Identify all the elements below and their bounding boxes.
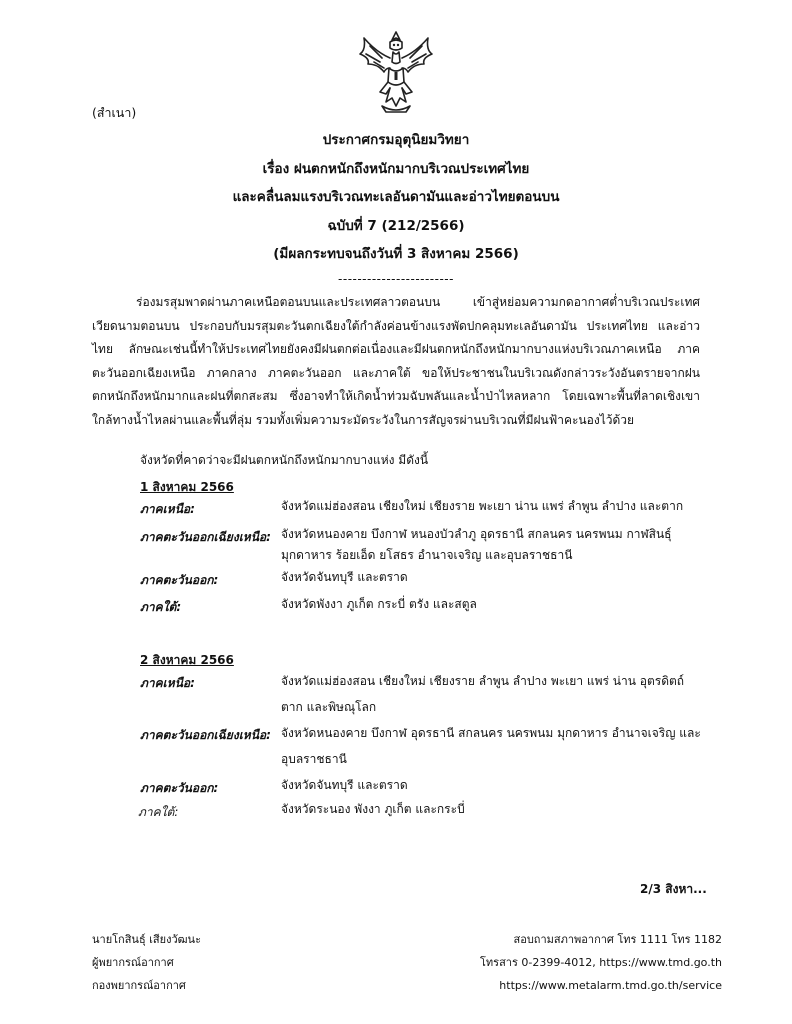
region-label: ภาคตะวันออก:: [140, 573, 219, 587]
region-provinces: จังหวัดหนองคาย บึงกาฬ อุดรธานี สกลนคร นครพนม มุกดาหาร อำนาจเจริญ และอุบลราชธานี: [281, 726, 701, 766]
region-label: ภาคตะวันออก:: [140, 781, 219, 795]
region-provinces: จังหวัดจันทบุรี และตราด: [281, 570, 408, 584]
region-provinces: จังหวัดพังงา ภูเก็ต กระบี่ ตรัง และสตูล: [281, 597, 477, 611]
region-label: ภาคตะวันออกเฉียงเหนือ:: [140, 728, 271, 742]
region-provinces: จังหวัดหนองคาย บึงกาฬ หนองบัวลำภู อุดรธานี สกลนคร นครพนม กาฬสินธุ์ มุกดาหาร ร้อยเอ็ด ยโสธร อำนาจเจริญ และอุบลราชธานี: [281, 527, 672, 562]
next-page-marker: 2/3 สิงหา...: [640, 882, 707, 896]
contact-fax-website: โทรสาร 0-2399-4012, https://www.tmd.go.th: [480, 956, 722, 969]
body-paragraph: [92, 291, 700, 433]
title-line: เรื่อง ฝนตกหนักถึงหนักมากบริเวณประเทศไทย: [262, 160, 530, 177]
announcement-title: [0, 126, 792, 289]
date-heading: 1 สิงหาคม 2566: [140, 480, 234, 494]
region-label: ภาคใต้:: [140, 600, 182, 614]
garuda-emblem-icon: [356, 28, 436, 116]
date-heading: 2 สิงหาคม 2566: [140, 653, 234, 667]
title-line: ประกาศกรมอุตุนิยมวิทยา: [322, 132, 470, 148]
title-line: และคลื่นลมแรงบริเวณทะเลอันดามันและอ่าวไทยตอนบน: [232, 189, 560, 205]
region-label: ภาคตะวันออกเฉียงเหนือ:: [140, 530, 271, 544]
region-provinces: จังหวัดแม่ฮ่องสอน เชียงใหม่ เชียงราย พะเยา น่าน แพร่ ลำพูน ลำปาง และตาก: [281, 499, 684, 513]
contact-service-url[interactable]: https://www.metalarm.tmd.go.th/service: [499, 979, 722, 992]
forecaster-position: ผู้พยากรณ์อากาศ: [92, 956, 174, 969]
footer-contact: [480, 928, 722, 997]
title-line: ฉบับที่ 7 (212/2566): [327, 217, 465, 234]
region-label: ภาคใต้:: [138, 805, 179, 819]
title-divider: ------------------------: [338, 271, 454, 286]
contact-phone: สอบถามสภาพอากาศ โทร 1111 โทร 1182: [513, 933, 722, 946]
region-label: ภาคเหนือ:: [140, 502, 195, 516]
forecaster-division: กองพยากรณ์อากาศ: [92, 979, 186, 992]
region-provinces: จังหวัดจันทบุรี และตราด: [281, 778, 408, 792]
footer-signatory: [92, 928, 201, 997]
region-label: ภาคเหนือ:: [140, 676, 195, 690]
region-provinces: จังหวัดแม่ฮ่องสอน เชียงใหม่ เชียงราย ลำพูน ลำปาง พะเยา แพร่ น่าน อุตรดิตถ์ ตาก และพิษณุโลก: [281, 674, 685, 714]
forecast-intro: จังหวัดที่คาดว่าจะมีฝนตกหนักถึงหนักมากบางแห่ง มีดังนี้: [140, 453, 429, 467]
copy-label: (สำเนา): [92, 105, 137, 120]
forecaster-name: นายโกสินธุ์ เสียงวัฒนะ: [92, 933, 201, 946]
region-provinces: จังหวัดระนอง พังงา ภูเก็ต และกระบี่: [281, 802, 465, 816]
body-paragraph-text: ร่องมรสุมพาดผ่านภาคเหนือตอนบนและประเทศลาวตอนบน เข้าสู่หย่อมความกดอากาศต่ำบริเวณประเทศเวียดนามตอนบน ประกอบกับมรสุมตะวันตกเฉียงใต้กำลังค่อนข้างแรงพัดปกคลุมทะเลอันดามัน ประเทศไทย และอ่าวไทย ลักษณะเช่นนี้ทำให้ประเทศไทยยังคงมีฝนตกต่อเนื่องและมีฝนตกหนักถึงหนักมากบางแห่งบริเวณภาคเหนือ ภาคตะวันออกเฉียงเหนือ ภาคกลาง ภาคตะวันออก และภาคใต้ ขอให้ประชาชนในบริเวณดังกล่าวระวังอันตรายจากฝนตกหนักถึงหนักมากและฝนที่ตกสะสม ซึ่งอาจทำให้เกิดน้ำท่วมฉับพลันและน้ำป่าไหลหลาก โดยเฉพาะพื้นที่ลาดเชิงเขาใกล้ทางน้ำไหลผ่านและพื้นที่ลุ่ม รวมทั้งเพิ่มความระมัดระวังในการสัญจรผ่านบริเวณที่มีฝนฟ้าคะนองไว้ด้วย: [92, 295, 700, 427]
title-line: (มีผลกระทบจนถึงวันที่ 3 สิงหาคม 2566): [273, 246, 519, 262]
